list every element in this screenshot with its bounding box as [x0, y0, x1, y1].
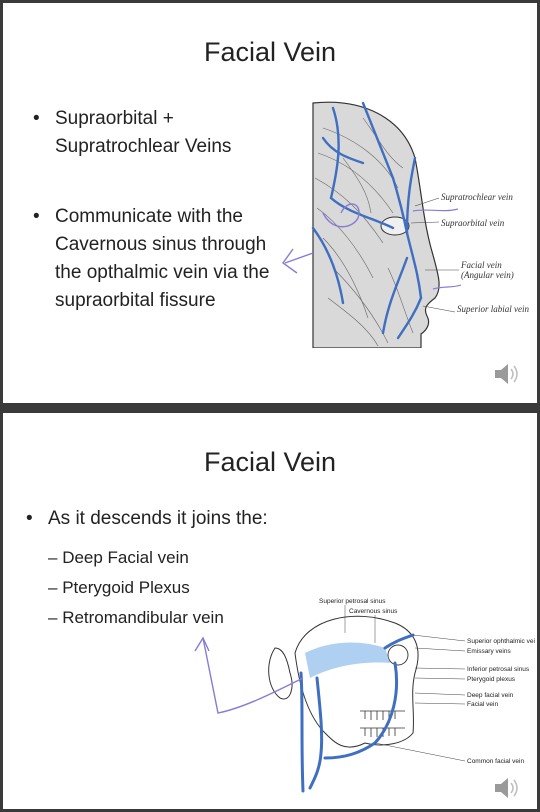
label-deep-facial: Deep facial vein	[467, 692, 514, 699]
label-cavernous: Cavernous sinus	[349, 608, 398, 615]
bullet-descends-text: As it descends it joins the:	[48, 508, 268, 529]
slide-title: Facial Vein	[203, 37, 337, 67]
label-superior-labial: Superior labial vein	[457, 304, 529, 314]
label-angular: (Angular vein)	[461, 270, 514, 280]
speaker-icon[interactable]	[491, 773, 521, 803]
label-common-facial: Common facial vein	[467, 758, 525, 765]
pen-annotation	[273, 193, 463, 303]
label-supraorbital: Supraorbital vein	[441, 218, 505, 228]
bullet-communicate: • Communicate with the Cavernous sinus through the opthalmic vein via the supraorbital fissure	[33, 203, 283, 315]
sub-list	[48, 543, 276, 633]
label-pterygoid: Pterygoid plexus	[467, 676, 516, 683]
label-inferior-petrosal: Inferior petrosal sinus	[467, 666, 530, 673]
label-facial: Facial vein	[467, 701, 499, 708]
label-superior-petrosal: Superior petrosal sinus	[319, 598, 386, 605]
speaker-icon[interactable]	[491, 359, 521, 389]
bullet-list	[26, 505, 276, 633]
bullet-supraorbital: • Supraorbital + Supratrochlear Veins	[33, 105, 283, 161]
slide-title: Facial Vein	[203, 447, 337, 477]
sub-item-pterygoid: – Pterygoid Plexus	[48, 578, 190, 597]
slide-1	[3, 3, 537, 403]
sub-item-retromandibular: – Retromandibular vein	[48, 608, 224, 627]
pen-annotation	[173, 633, 313, 723]
label-facial: Facial vein	[461, 260, 502, 270]
bullet-descends	[26, 505, 276, 633]
label-emissary: Emissary veins	[467, 648, 511, 655]
bullet-list	[33, 105, 283, 315]
slide-2	[3, 413, 537, 809]
label-superior-ophthalmic: Superior ophthalmic vei	[467, 638, 535, 645]
sub-item-deep-facial: – Deep Facial vein	[48, 548, 189, 567]
label-supratrochlear: Supratrochlear vein	[441, 192, 513, 202]
